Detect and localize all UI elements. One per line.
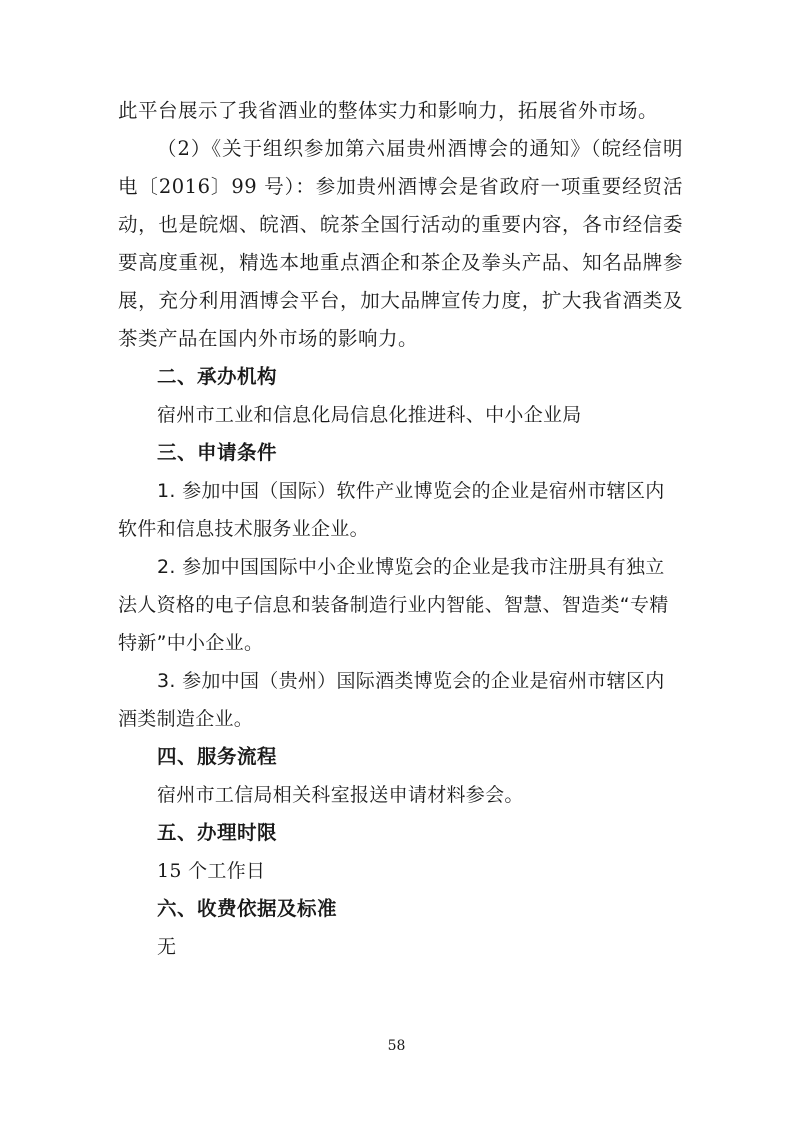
section-heading-organizer: 二、承办机构 [157, 365, 278, 388]
paragraph-notice-reference: （2）《关于组织参加第六届贵州酒博会的通知》（皖经信明电〔2016〕99 号）：参加贵州酒博会是省政府一项重要经贸活动，也是皖烟、皖酒、皖茶全国行活动的重要内容，各市经信委要高度重视，精选本地重点酒企和茶企及拳头产品、知名品牌参展，充分利用酒博会平台，加大品牌宣传力度，扩大我省酒类及茶类产品在国内外市场的影响力。 [118, 137, 683, 350]
condition-item-2: 2. 参加中国国际中小企业博览会的企业是我市注册具有独立法人资格的电子信息和装备制造行业内智能、智慧、智造类“专精特新”中小企业。 [118, 556, 669, 654]
page-number: 58 [387, 1038, 406, 1054]
condition-item-3: 3. 参加中国（贵州）国际酒类博览会的企业是宿州市辖区内酒类制造企业。 [118, 670, 665, 730]
section-heading-fees: 六、收费依据及标准 [157, 897, 338, 920]
section-heading-conditions: 三、申请条件 [157, 441, 278, 464]
section-body-fees: 无 [157, 936, 177, 958]
section-heading-timeline: 五、办理时限 [157, 821, 278, 844]
document-body [118, 92, 683, 966]
paragraph-continuation: 此平台展示了我省酒业的整体实力和影响力，拓展省外市场。 [118, 99, 659, 122]
section-body-organizer: 宿州市工业和信息化局信息化推进科、中小企业局 [157, 404, 582, 426]
section-body-timeline: 15 个工作日 [157, 860, 266, 882]
section-heading-process: 四、服务流程 [157, 745, 278, 768]
section-body-process: 宿州市工信局相关科室报送申请材料参会。 [157, 784, 524, 806]
condition-item-1: 1. 参加中国（国际）软件产业博览会的企业是宿州市辖区内软件和信息技术服务业企业。 [118, 480, 665, 540]
